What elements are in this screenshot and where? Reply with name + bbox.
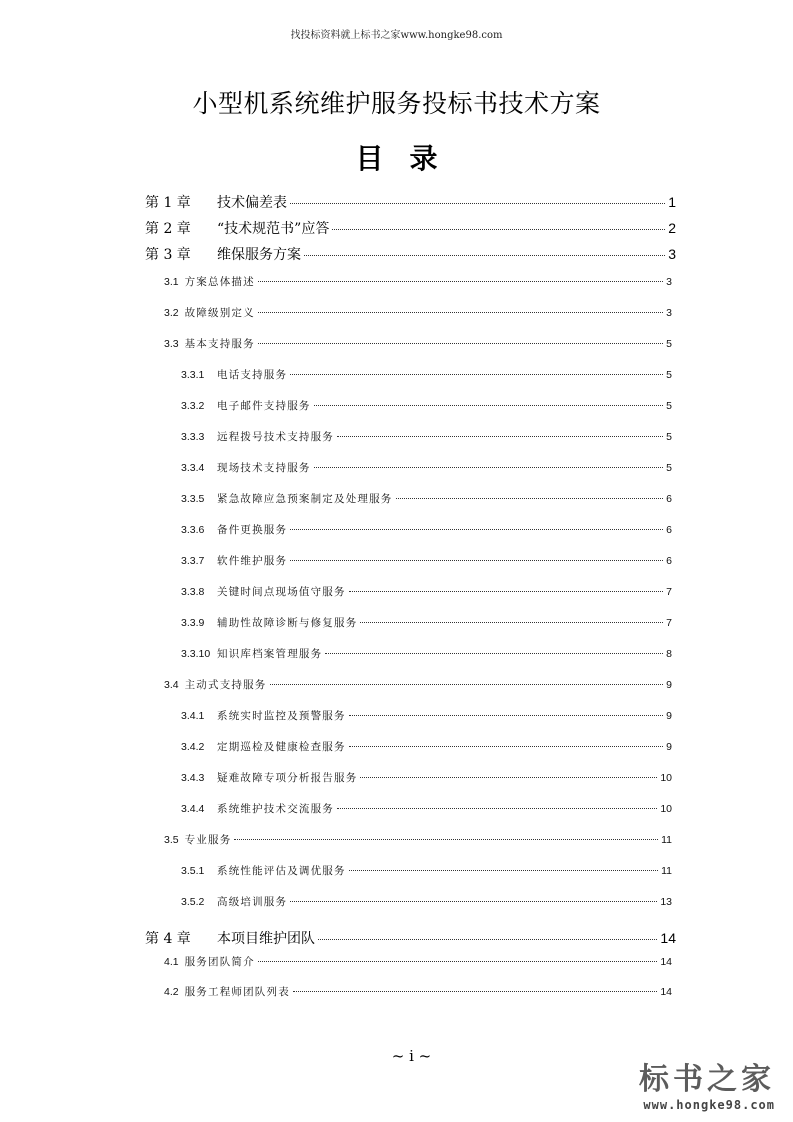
toc-entry-number: 3.4.4 [181, 803, 205, 815]
toc-entry-number: 3.3 [164, 338, 179, 350]
toc-entry-title: 维保服务方案 [217, 247, 301, 263]
toc-entry-page: 5 [666, 431, 672, 443]
toc-dot-leader [360, 777, 657, 778]
toc-entry-number: 3.3.7 [181, 555, 205, 567]
toc-entry-number: 3.4.2 [181, 741, 205, 753]
toc-dot-leader [258, 343, 663, 344]
brand-url: www.hongke98.com [643, 1098, 775, 1112]
toc-dot-leader [325, 653, 663, 654]
toc-entry-level-3[interactable] [181, 708, 672, 723]
toc-dot-leader [290, 560, 663, 561]
toc-entry-title: 主动式支持服务 [184, 679, 267, 691]
toc-entry-level-3[interactable] [181, 863, 672, 878]
toc-entry-level-2[interactable] [164, 832, 672, 847]
toc-entry-title: 辅助性故障诊断与修复服务 [217, 617, 358, 629]
brand-logo: 标书之家 [639, 1062, 775, 1097]
toc-entry-level-3[interactable] [181, 770, 672, 785]
toc-entry-number: 3.3.5 [181, 493, 205, 505]
toc-entry-page: 6 [666, 493, 672, 505]
toc-entry-title: 技术偏差表 [217, 195, 287, 211]
toc-entry-page: 11 [661, 834, 672, 846]
toc-entry-number: 3.3.10 [181, 648, 211, 660]
toc-entry-level-3[interactable] [181, 646, 672, 661]
toc-entry-level-1[interactable] [145, 928, 676, 948]
toc-entry-title: 系统实时监控及预警服务 [217, 710, 346, 722]
toc-entry-title: 故障级别定义 [184, 307, 255, 319]
toc-entry-title: 备件更换服务 [217, 524, 288, 536]
toc-dot-leader [290, 901, 657, 902]
toc-entry-page: 7 [666, 617, 672, 629]
page-header: 找投标资料就上标书之家www.hongke98.com [290, 30, 503, 41]
toc-entry-level-3[interactable] [181, 584, 672, 599]
toc-dot-leader [258, 281, 663, 282]
toc-entry-level-3[interactable] [181, 894, 672, 909]
page-number-text: ~ i ~ [391, 1047, 432, 1065]
toc-dot-leader [332, 229, 665, 230]
toc-entry-level-3[interactable] [181, 553, 672, 568]
toc-entry-level-3[interactable] [181, 398, 672, 413]
toc-entry-title: 关键时间点现场值守服务 [217, 586, 346, 598]
toc-entry-level-2[interactable] [164, 305, 672, 320]
toc-dot-leader [337, 808, 657, 809]
toc-entry-number: 3.3.8 [181, 586, 205, 598]
toc-dot-leader [360, 622, 663, 623]
brand-watermark [605, 1062, 775, 1112]
toc-entry-page: 11 [661, 865, 672, 877]
toc-entry-number: 3.3.3 [181, 431, 205, 443]
toc-dot-leader [290, 374, 663, 375]
toc-entry-title: 本项目维护团队 [217, 931, 315, 947]
toc-entry-number: 第 3 章 [145, 247, 191, 263]
toc-entry-level-1[interactable] [145, 192, 676, 212]
toc-dot-leader [318, 939, 657, 940]
toc-entry-title: 服务工程师团队列表 [184, 986, 290, 998]
toc-entry-number: 3.4.3 [181, 772, 205, 784]
toc-entry-title: “技术规范书”应答 [217, 221, 330, 237]
toc-entry-number: 4.1 [164, 956, 179, 968]
toc-entry-level-1[interactable] [145, 218, 676, 238]
toc-entry-page: 14 [660, 986, 672, 998]
toc-entry-number: 第 4 章 [145, 931, 191, 947]
toc-entry-page: 9 [666, 741, 672, 753]
toc-entry-number: 3.3.9 [181, 617, 205, 629]
toc-entry-page: 5 [666, 338, 672, 350]
toc-entry-number: 3.1 [164, 276, 179, 288]
toc-entry-page: 1 [668, 194, 676, 210]
toc-entry-level-3[interactable] [181, 367, 672, 382]
toc-dot-leader [304, 255, 665, 256]
toc-entry-title: 专业服务 [184, 834, 232, 846]
toc-title: 目录 [355, 142, 464, 175]
toc-entry-page: 8 [666, 648, 672, 660]
toc-dot-leader [349, 591, 663, 592]
toc-entry-page: 10 [660, 772, 672, 784]
toc-dot-leader [349, 746, 663, 747]
toc-entry-number: 3.5 [164, 834, 179, 846]
toc-entry-level-3[interactable] [181, 491, 672, 506]
toc-dot-leader [290, 529, 663, 530]
toc-entry-title: 电话支持服务 [217, 369, 288, 381]
toc-dot-leader [396, 498, 664, 499]
toc-entry-level-3[interactable] [181, 429, 672, 444]
toc-entry-title: 系统性能评估及调优服务 [217, 865, 346, 877]
toc-entry-title: 方案总体描述 [184, 276, 255, 288]
toc-entry-title: 疑难故障专项分析报告服务 [217, 772, 358, 784]
toc-entry-level-2[interactable] [164, 336, 672, 351]
toc-entry-number: 3.3.4 [181, 462, 205, 474]
toc-entry-number: 第 1 章 [145, 195, 191, 211]
toc-entry-number: 4.2 [164, 986, 179, 998]
toc-entry-level-2[interactable] [164, 984, 672, 999]
toc-dot-leader [258, 312, 663, 313]
toc-entry-number: 3.2 [164, 307, 179, 319]
toc-dot-leader [337, 436, 663, 437]
toc-dot-leader [270, 684, 664, 685]
toc-dot-leader [258, 961, 658, 962]
toc-entry-title: 现场技术支持服务 [217, 462, 311, 474]
toc-entry-page: 2 [668, 220, 676, 236]
toc-entry-level-3[interactable] [181, 739, 672, 754]
toc-dot-leader [314, 405, 664, 406]
toc-dot-leader [349, 870, 658, 871]
toc-entry-title: 定期巡检及健康检查服务 [217, 741, 346, 753]
toc-dot-leader [293, 991, 657, 992]
toc-entry-title: 电子邮件支持服务 [217, 400, 311, 412]
toc-entry-level-1[interactable] [145, 244, 676, 264]
toc-entry-page: 14 [660, 930, 676, 946]
toc-entry-page: 9 [666, 710, 672, 722]
toc-entry-level-2[interactable] [164, 677, 672, 692]
toc-entry-number: 3.4.1 [181, 710, 205, 722]
toc-entry-number: 3.4 [164, 679, 179, 691]
toc-entry-number: 3.5.2 [181, 896, 205, 908]
toc-entry-level-3[interactable] [181, 801, 672, 816]
toc-entry-page: 5 [666, 369, 672, 381]
toc-entry-page: 6 [666, 555, 672, 567]
toc-dot-leader [314, 467, 664, 468]
toc-entry-page: 10 [660, 803, 672, 815]
toc-entry-number: 第 2 章 [145, 221, 191, 237]
toc-entry-page: 5 [666, 400, 672, 412]
toc-entry-title: 系统维护技术交流服务 [217, 803, 334, 815]
toc-entry-level-3[interactable] [181, 522, 672, 537]
toc-entry-level-2[interactable] [164, 274, 672, 289]
toc-entry-title: 高级培训服务 [217, 896, 288, 908]
toc-entry-title: 远程拨号技术支持服务 [217, 431, 334, 443]
toc-entry-page: 6 [666, 524, 672, 536]
toc-entry-title: 知识库档案管理服务 [217, 648, 323, 660]
toc-entry-number: 3.3.1 [181, 369, 205, 381]
document-title: 小型机系统维护服务投标书技术方案 [192, 89, 601, 118]
toc-entry-level-3[interactable] [181, 460, 672, 475]
toc-entry-page: 9 [666, 679, 672, 691]
toc-entry-page: 3 [666, 307, 672, 319]
toc-entry-title: 基本支持服务 [184, 338, 255, 350]
toc-entry-title: 服务团队简介 [184, 956, 255, 968]
toc-entry-title: 紧急故障应急预案制定及处理服务 [217, 493, 393, 505]
toc-entry-level-3[interactable] [181, 615, 672, 630]
toc-entry-level-2[interactable] [164, 954, 672, 969]
toc-entry-page: 3 [666, 276, 672, 288]
toc-entry-page: 14 [660, 956, 672, 968]
toc-dot-leader [234, 839, 658, 840]
toc-entry-title: 软件维护服务 [217, 555, 288, 567]
toc-entry-number: 3.3.2 [181, 400, 205, 412]
toc-entry-page: 3 [668, 246, 676, 262]
toc-entry-number: 3.5.1 [181, 865, 205, 877]
toc-dot-leader [290, 203, 665, 204]
toc-entry-number: 3.3.6 [181, 524, 205, 536]
toc-entry-page: 13 [660, 896, 672, 908]
toc-entry-page: 5 [666, 462, 672, 474]
toc-entry-page: 7 [666, 586, 672, 598]
toc-dot-leader [349, 715, 663, 716]
